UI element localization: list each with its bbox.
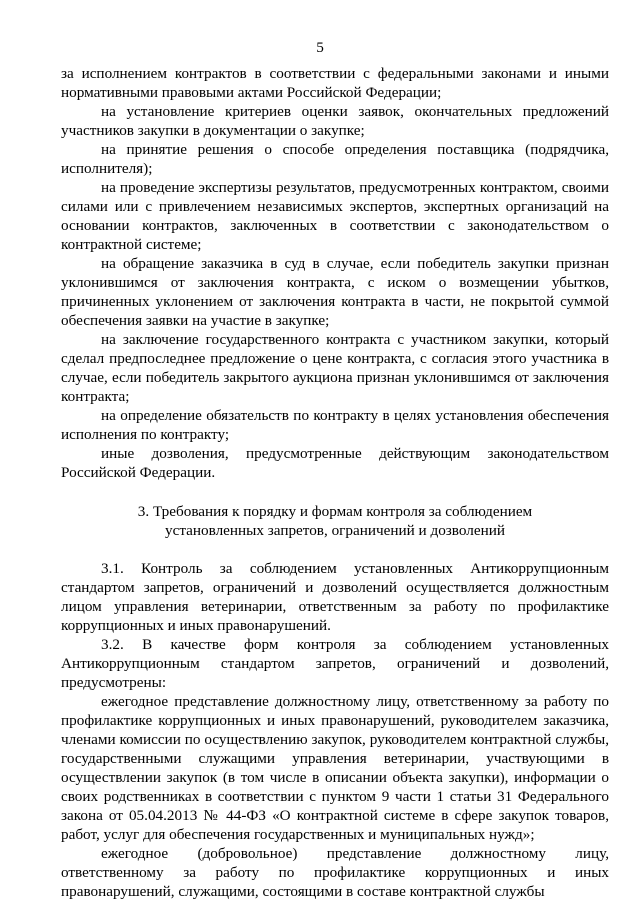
list-item-expertise: на проведение экспертизы результатов, предусмотренных контрактом, своими силами или с привлечением независимых экспертов, экспертных организаций на основании контрактов, заключенных в соответствии с законодательством о контрактной системе; [61, 179, 609, 253]
list-item-court-appeal: на обращение заказчика в суд в случае, если победитель закупки признан уклонившимся от заключения контракта, с иском о возмещении убытков, причиненных уклонением от заключения контракта в части, не покрытой суммой обеспечения заявки на участие в закупке; [61, 255, 609, 329]
page-body [61, 64, 609, 901]
list-item-obligations: на определение обязательств по контракту в целях установления обеспечения исполнения по контракту; [61, 407, 609, 443]
list-item-voluntary-declaration: ежегодное (добровольное) представление должностному лицу, ответственному за работу по профилактике коррупционных и иных правонарушений, служащими, состоящими в составе контрактной службы [61, 845, 609, 900]
section-heading-line-1: 3. Требования к порядку и формам контроля за соблюдением [137, 503, 533, 520]
section-heading [61, 502, 609, 540]
paragraph-continuation: за исполнением контрактов в соответствии с федеральными законами и иными нормативными правовыми актами Российской Федерации; [61, 65, 609, 101]
section-heading-line-2: установленных запретов, ограничений и дозволений [165, 522, 505, 539]
list-item-contract-conclusion: на заключение государственного контракта с участником закупки, который сделал предпоследнее предложение о цене контракта, с согласия этого участника в случае, если победитель закрытого аукциона признан уклонившимся от заключения контракта; [61, 331, 609, 405]
list-item-criteria: на установление критериев оценки заявок, окончательных предложений участников закупки в документации о закупке; [61, 103, 609, 139]
list-item-supplier-method: на принятие решения о способе определения поставщика (подрядчика, исполнителя); [61, 141, 609, 177]
paragraph-3-2: 3.2. В качестве форм контроля за соблюдением установленных Антикоррупционным стандартом запретов, ограничений и дозволений, предусмотрены: [61, 636, 609, 691]
list-item-other-permissions: иные дозволения, предусмотренные действующим законодательством Российской Федерации. [61, 445, 609, 481]
page-number: 5 [316, 39, 324, 56]
paragraph-3-1: 3.1. Контроль за соблюдением установленных Антикоррупционным стандартом запретов, ограничений и дозволений осуществляется должностным лицом управления ветеринарии, ответственным за работу по профилактике коррупционных и иных правонарушений. [61, 560, 609, 634]
list-item-relatives-info: ежегодное представление должностному лицу, ответственному за работу по профилактике коррупционных и иных правонарушений, руководителем заказчика, членами комиссии по осуществлению закупок, руководителем контрактной службы, государственными служащими управления ветеринарии, участвующими в осуществлении закупок (в том числе в описании объекта закупки), информации о своих родственниках в соответствии с пунктом 9 части 1 статьи 31 Федерального закона от 05.04.2013 № 44-ФЗ «О контрактной системе в сфере закупок товаров, работ, услуг для обеспечения государственных и муниципальных нужд»; [61, 693, 609, 843]
